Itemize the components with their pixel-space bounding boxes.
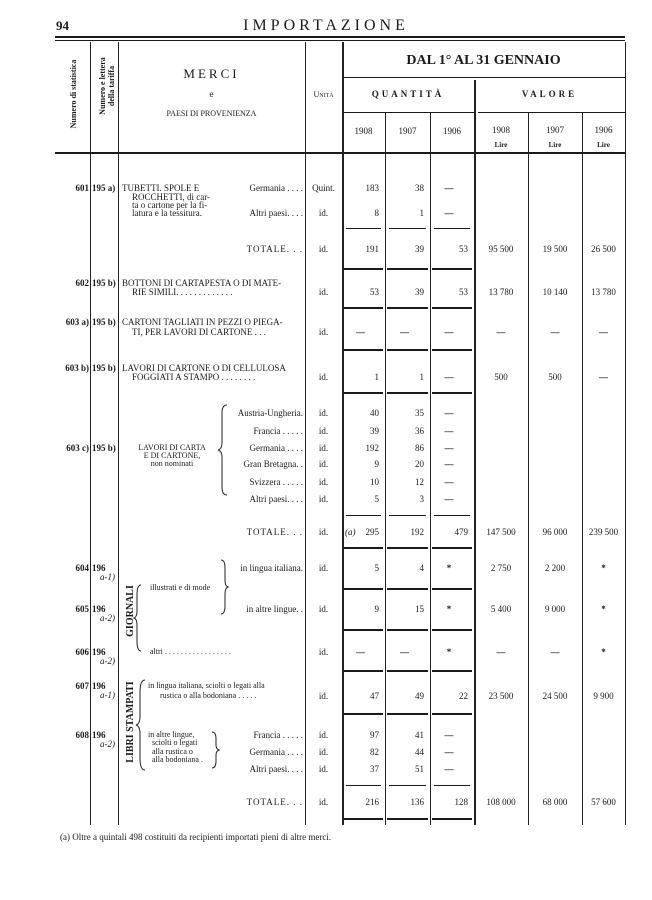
country-of-origin: Altri paesi. . . . — [249, 494, 303, 504]
header-rule-bottom — [55, 152, 625, 154]
unit-value: id. — [318, 372, 329, 382]
value-1908: 2 750 — [490, 563, 512, 573]
row-separator-thick — [344, 670, 383, 672]
row-separator-thick — [387, 392, 428, 394]
country-of-origin: Francia . . . . . — [253, 426, 303, 436]
value-1906: * — [601, 563, 606, 573]
row-separator-thin — [389, 228, 426, 229]
unit-value: id. — [318, 208, 329, 218]
tariff-number: 196 — [92, 604, 106, 614]
quantity-1906: * — [446, 647, 452, 657]
quantity-1906: — — [444, 747, 454, 757]
column-divider — [90, 42, 91, 825]
merchandise-description: non nominati — [150, 459, 194, 468]
country-of-origin: Germania . . . . — [249, 183, 303, 193]
row-separator-thick — [344, 818, 383, 820]
value-1907: 68 000 — [542, 797, 568, 807]
row-separator-thick — [344, 268, 383, 270]
lire-unit-label: Lire — [548, 141, 562, 149]
unit-value: id. — [318, 691, 329, 701]
page-number: 94 — [56, 18, 69, 33]
statistic-number: 608 — [75, 730, 89, 740]
value-year-header: 1907 — [546, 125, 564, 135]
quantity-1907: 39 — [415, 287, 424, 297]
quantity-1907: 12 — [415, 477, 424, 487]
merchandise-description: TUBETTI. SPOLE E — [122, 183, 200, 193]
row-separator-thick — [432, 307, 472, 309]
value-1906: 26 500 — [591, 244, 616, 254]
statistic-number: 607 — [75, 681, 89, 691]
quantity-1908: 1 — [374, 372, 379, 382]
value-1908: 95 500 — [488, 244, 514, 254]
row-separator-thick — [344, 588, 383, 590]
quantity-1907: 38 — [415, 183, 424, 193]
tariff-number: 195 b) — [92, 363, 116, 373]
unit-value: id. — [318, 408, 329, 418]
column-divider — [582, 113, 583, 825]
tariff-number: 195 a) — [92, 183, 116, 193]
statistic-number: 603 a) — [65, 317, 89, 327]
value-1907: 24 500 — [542, 691, 568, 701]
total-label: TOTALE. . . — [246, 797, 303, 807]
unit-header: Unità — [313, 90, 334, 99]
merchandise-description: in altre lingue, — [148, 730, 195, 739]
footnote-marker: (a) — [345, 527, 356, 537]
value-1907: — — [550, 327, 560, 337]
column-divider — [528, 113, 529, 825]
row-separator-thin — [434, 228, 470, 229]
unit-value: id. — [318, 426, 329, 436]
unit-value: id. — [318, 563, 329, 573]
column-divider — [625, 42, 626, 825]
quantity-1906: * — [446, 563, 452, 573]
quantity-1908: 216 — [365, 797, 379, 807]
quantity-1907: 51 — [415, 764, 424, 774]
value-1908: 5 400 — [490, 604, 512, 614]
merchandise-description: LAVORI DI CARTA — [138, 443, 206, 452]
quantity-1908: 40 — [370, 408, 379, 418]
quantity-1908: 5 — [374, 563, 379, 573]
row-separator-thick — [344, 547, 383, 549]
unit-value: id. — [318, 647, 329, 657]
merchandise-description: latura e la tessitura. — [132, 208, 202, 218]
row-separator-thick — [344, 713, 383, 715]
quantity-1907: 39 — [415, 244, 424, 254]
quantity-1907: 20 — [415, 459, 424, 469]
merchandise-description: sciolti o legati — [152, 738, 198, 747]
quantity-1908: 47 — [370, 691, 379, 701]
row-separator-thick — [432, 588, 472, 590]
quantity-1908: 295 — [365, 527, 379, 537]
quantity-1906: 53 — [459, 244, 468, 254]
merci-e: e — [209, 89, 214, 99]
country-of-origin: in lingua italiana. — [240, 563, 303, 573]
row-separator-thick — [344, 307, 383, 309]
unit-value: id. — [318, 244, 329, 254]
period-rule — [342, 77, 625, 78]
value-1906: 13 780 — [591, 287, 616, 297]
value-year-header: 1906 — [594, 125, 613, 135]
row-separator-thick — [432, 392, 472, 394]
quantity-1908: 183 — [365, 183, 379, 193]
row-separator-thin — [389, 515, 426, 516]
column-divider — [430, 113, 431, 825]
quantity-1908: 39 — [370, 426, 379, 436]
merchandise-description: E DI CARTONE, — [143, 451, 201, 460]
lire-unit-label: Lire — [597, 141, 610, 149]
tariff-letter: a-2) — [100, 613, 115, 623]
quantity-1907: 36 — [415, 426, 424, 436]
row-separator-thick — [387, 588, 428, 590]
value-1908: 147 500 — [486, 527, 516, 537]
merchandise-description: alla rustica o — [152, 747, 193, 756]
row-separator-thick — [432, 547, 472, 549]
tariff-number: 195 b) — [92, 278, 116, 288]
header-rule-top-2 — [55, 40, 625, 41]
value-1906: 57 600 — [591, 797, 616, 807]
group-label-giornali: GIORNALI — [125, 585, 136, 637]
tariff-number: 195 b) — [92, 443, 116, 453]
row-separator-thick — [432, 268, 472, 270]
column-divider — [474, 80, 476, 825]
quantita-header: QUANTITÀ — [371, 89, 445, 99]
quantity-1907: 49 — [415, 691, 424, 701]
page-title: IMPORTAZIONE — [243, 17, 409, 34]
merchandise-description: BOTTONI DI CARTAPESTA O DI MATE- — [122, 278, 282, 288]
col-header-stat: Numero di statistica — [69, 59, 78, 129]
row-separator-thick — [344, 349, 383, 351]
statistic-number: 604 — [75, 563, 89, 573]
row-separator-thick — [387, 268, 428, 270]
quantity-1907: 35 — [415, 408, 424, 418]
value-1907: 500 — [548, 372, 562, 382]
country-of-origin: Svizzera . . . . . — [249, 477, 303, 487]
quantity-1907: 3 — [419, 494, 424, 504]
quantity-1906: — — [444, 443, 454, 453]
quantity-1906: 128 — [454, 797, 468, 807]
quantity-1906: — — [444, 494, 454, 504]
country-of-origin: Altri paesi. . . . — [249, 208, 303, 218]
statistic-number: 601 — [75, 183, 89, 193]
row-separator-thick — [432, 670, 472, 672]
value-1907: 19 500 — [542, 244, 568, 254]
quantity-1906: — — [444, 183, 454, 193]
country-of-origin: Francia . . . . . — [253, 730, 303, 740]
row-separator-thick — [344, 629, 383, 631]
quantity-1907: 86 — [415, 443, 424, 453]
tariff-number: 195 b) — [92, 317, 116, 327]
quantity-1906: — — [444, 477, 454, 487]
tariff-letter: a-2) — [100, 739, 115, 749]
statistic-number: 605 — [75, 604, 89, 614]
tariff-number: 196 — [92, 681, 106, 691]
merchandise-description: TI, PER LAVORI DI CARTONE . . . — [132, 327, 266, 337]
quantity-1907: 1 — [419, 372, 424, 382]
tariff-letter: a-1) — [100, 572, 115, 582]
unit-value: id. — [318, 287, 329, 297]
row-separator-thin — [434, 785, 470, 786]
value-1908: — — [496, 327, 506, 337]
quantity-1906: * — [446, 604, 452, 614]
country-of-origin: Germania . . . . — [249, 747, 303, 757]
statistic-number: 602 — [75, 278, 89, 288]
row-separator-thick — [432, 818, 472, 820]
merchandise-description: ROCCHETTI, di car- — [132, 192, 211, 202]
value-1906: * — [601, 647, 606, 657]
merchandise-description: LAVORI DI CARTONE O DI CELLULOSA — [122, 363, 286, 373]
lire-unit-label: Lire — [494, 141, 508, 149]
quantity-1908: 10 — [370, 477, 379, 487]
quantity-1906: — — [444, 764, 454, 774]
merchandise-description: ta o cartone per la fi- — [132, 200, 208, 210]
value-1907: 10 140 — [542, 287, 568, 297]
row-separator-thick — [387, 307, 428, 309]
total-label: TOTALE. . . — [246, 527, 303, 537]
quantity-year-header: 1906 — [443, 126, 461, 136]
quantity-1906: — — [444, 426, 454, 436]
quantity-1906: — — [444, 208, 454, 218]
statistic-number: 606 — [75, 647, 89, 657]
unit-value: id. — [318, 797, 329, 807]
quantity-1908: 5 — [374, 494, 379, 504]
quantita-rule — [342, 112, 474, 113]
quantity-1907: 44 — [415, 747, 424, 757]
tariff-letter: a-2) — [100, 656, 115, 666]
value-1908: 500 — [494, 372, 508, 382]
statistic-number: 603 b) — [65, 363, 89, 373]
unit-value: id. — [318, 327, 329, 337]
quantity-1908: 192 — [365, 443, 379, 453]
quantity-1908: — — [356, 327, 365, 337]
quantity-1906: — — [444, 408, 454, 418]
quantity-1906: 479 — [454, 527, 468, 537]
quantity-1906: 53 — [459, 287, 468, 297]
quantity-year-header: 1907 — [398, 126, 417, 136]
tariff-number: 196 — [92, 730, 106, 740]
value-1908: 13 780 — [488, 287, 514, 297]
brace-icon — [134, 585, 141, 651]
quantity-1908: 53 — [370, 287, 379, 297]
country-of-origin: Austria-Ungheria. — [237, 408, 303, 418]
merci-subtitle: PAESI DI PROVENIENZA — [166, 109, 257, 118]
group-label-libri-stampati: LIBRI STAMPATI — [125, 681, 136, 763]
unit-value: id. — [318, 477, 329, 487]
unit-value: id. — [318, 747, 329, 757]
row-separator-thin — [346, 785, 381, 786]
unit-value: id. — [318, 443, 329, 453]
footnote: (a) Oltre a quintali 498 costituiti da recipienti importati pieni di altre merci. — [60, 832, 332, 842]
tariff-number: 196 — [92, 647, 106, 657]
quantity-1908: 37 — [370, 764, 379, 774]
unit-value: id. — [318, 730, 329, 740]
quantity-1907: 41 — [415, 730, 424, 740]
value-1907: 2 200 — [544, 563, 566, 573]
country-of-origin: Gran Bretagna. . — [243, 459, 303, 469]
row-separator-thin — [434, 515, 470, 516]
statistic-number: 603 c) — [66, 443, 89, 453]
quantity-1906: 22 — [459, 691, 468, 701]
row-separator-thin — [346, 228, 381, 229]
merchandise-description: alla bodoniana . — [152, 755, 203, 764]
merchandise-description: illustrati e di mode — [150, 583, 211, 592]
unit-value: id. — [318, 764, 329, 774]
row-separator-thin — [389, 785, 426, 786]
total-label: TOTALE. . . — [246, 244, 303, 254]
column-divider — [385, 113, 386, 825]
row-separator-thick — [432, 629, 472, 631]
quantity-1907: — — [400, 647, 409, 657]
value-year-header: 1908 — [492, 125, 510, 135]
row-separator-thick — [344, 392, 383, 394]
value-1906: — — [599, 327, 608, 337]
quantity-1908: 191 — [365, 244, 379, 254]
quantity-year-header: 1908 — [354, 126, 373, 136]
quantity-1908: 97 — [370, 730, 379, 740]
value-1908: 23 500 — [488, 691, 514, 701]
quantity-1906: — — [444, 327, 454, 337]
merchandise-description: in lingua italiana, sciolti o legati alla — [148, 681, 265, 690]
valore-rule — [478, 112, 625, 113]
row-separator-thin — [346, 515, 381, 516]
quantity-1908: 82 — [370, 747, 379, 757]
merchandise-description: FOGGIATI A STAMPO . . . . . . . . — [132, 372, 256, 382]
header-rule-top — [55, 36, 625, 38]
country-of-origin: Germania . . . . — [249, 443, 303, 453]
value-1907: 9 000 — [544, 604, 566, 614]
value-1908: 108 000 — [486, 797, 516, 807]
row-separator-thick — [387, 349, 428, 351]
unit-value: id. — [318, 527, 329, 537]
unit-value: id. — [318, 494, 329, 504]
row-separator-thick — [387, 547, 428, 549]
value-1907: — — [550, 647, 560, 657]
quantity-1907: 1 — [419, 208, 424, 218]
row-separator-thick — [432, 713, 472, 715]
col-header-tariff-2: della tariffa — [107, 65, 116, 107]
value-1906: * — [601, 604, 606, 614]
brace-icon — [221, 560, 228, 614]
merchandise-description: rustica o alla bodoniana . . . . . — [160, 691, 257, 700]
value-1907: 96 000 — [542, 527, 568, 537]
column-divider — [118, 42, 119, 825]
value-1906: — — [599, 372, 608, 382]
quantity-1907: 15 — [415, 604, 424, 614]
value-1906: 239 500 — [588, 527, 619, 537]
value-1906: 9 900 — [593, 691, 614, 701]
unit-value: Quint. — [312, 183, 335, 193]
row-separator-thick — [387, 818, 428, 820]
quantity-1907: 136 — [410, 797, 424, 807]
unit-value: id. — [318, 459, 329, 469]
country-of-origin: in altre lingue. . — [246, 604, 303, 614]
quantity-1907: 192 — [410, 527, 424, 537]
quantity-1907: 4 — [419, 563, 424, 573]
brace-icon — [212, 732, 219, 768]
merci-title: MERCI — [183, 66, 240, 81]
row-separator-thick — [432, 349, 472, 351]
row-separator-thick — [387, 670, 428, 672]
row-separator-thick — [387, 629, 428, 631]
row-separator-thick — [387, 713, 428, 715]
quantity-1908: 9 — [374, 459, 379, 469]
quantity-1906: — — [444, 459, 454, 469]
merchandise-description: altri . . . . . . . . . . . . . . . . . — [150, 647, 231, 656]
period-header: DAL 1° AL 31 GENNAIO — [406, 53, 561, 68]
quantity-1906: — — [444, 730, 454, 740]
merchandise-description: CARTONI TAGLIATI IN PEZZI O PIEGA- — [122, 317, 283, 327]
quantity-1908: — — [356, 647, 365, 657]
quantity-1908: 9 — [374, 604, 379, 614]
quantity-1908: 8 — [374, 208, 379, 218]
brace-icon — [136, 680, 145, 770]
tariff-number: 196 — [92, 563, 106, 573]
country-of-origin: Altri paesi. . . . — [249, 764, 303, 774]
valore-header: VALORE — [521, 89, 578, 99]
unit-value: id. — [318, 604, 329, 614]
col-header-tariff-1: Numero e lettera — [98, 57, 107, 115]
value-1908: — — [496, 647, 506, 657]
quantity-1906: — — [444, 372, 454, 382]
merchandise-description: RIE SIMILI. . . . . . . . . . . . . — [132, 287, 233, 297]
tariff-letter: a-1) — [100, 690, 115, 700]
quantity-1907: — — [400, 327, 409, 337]
